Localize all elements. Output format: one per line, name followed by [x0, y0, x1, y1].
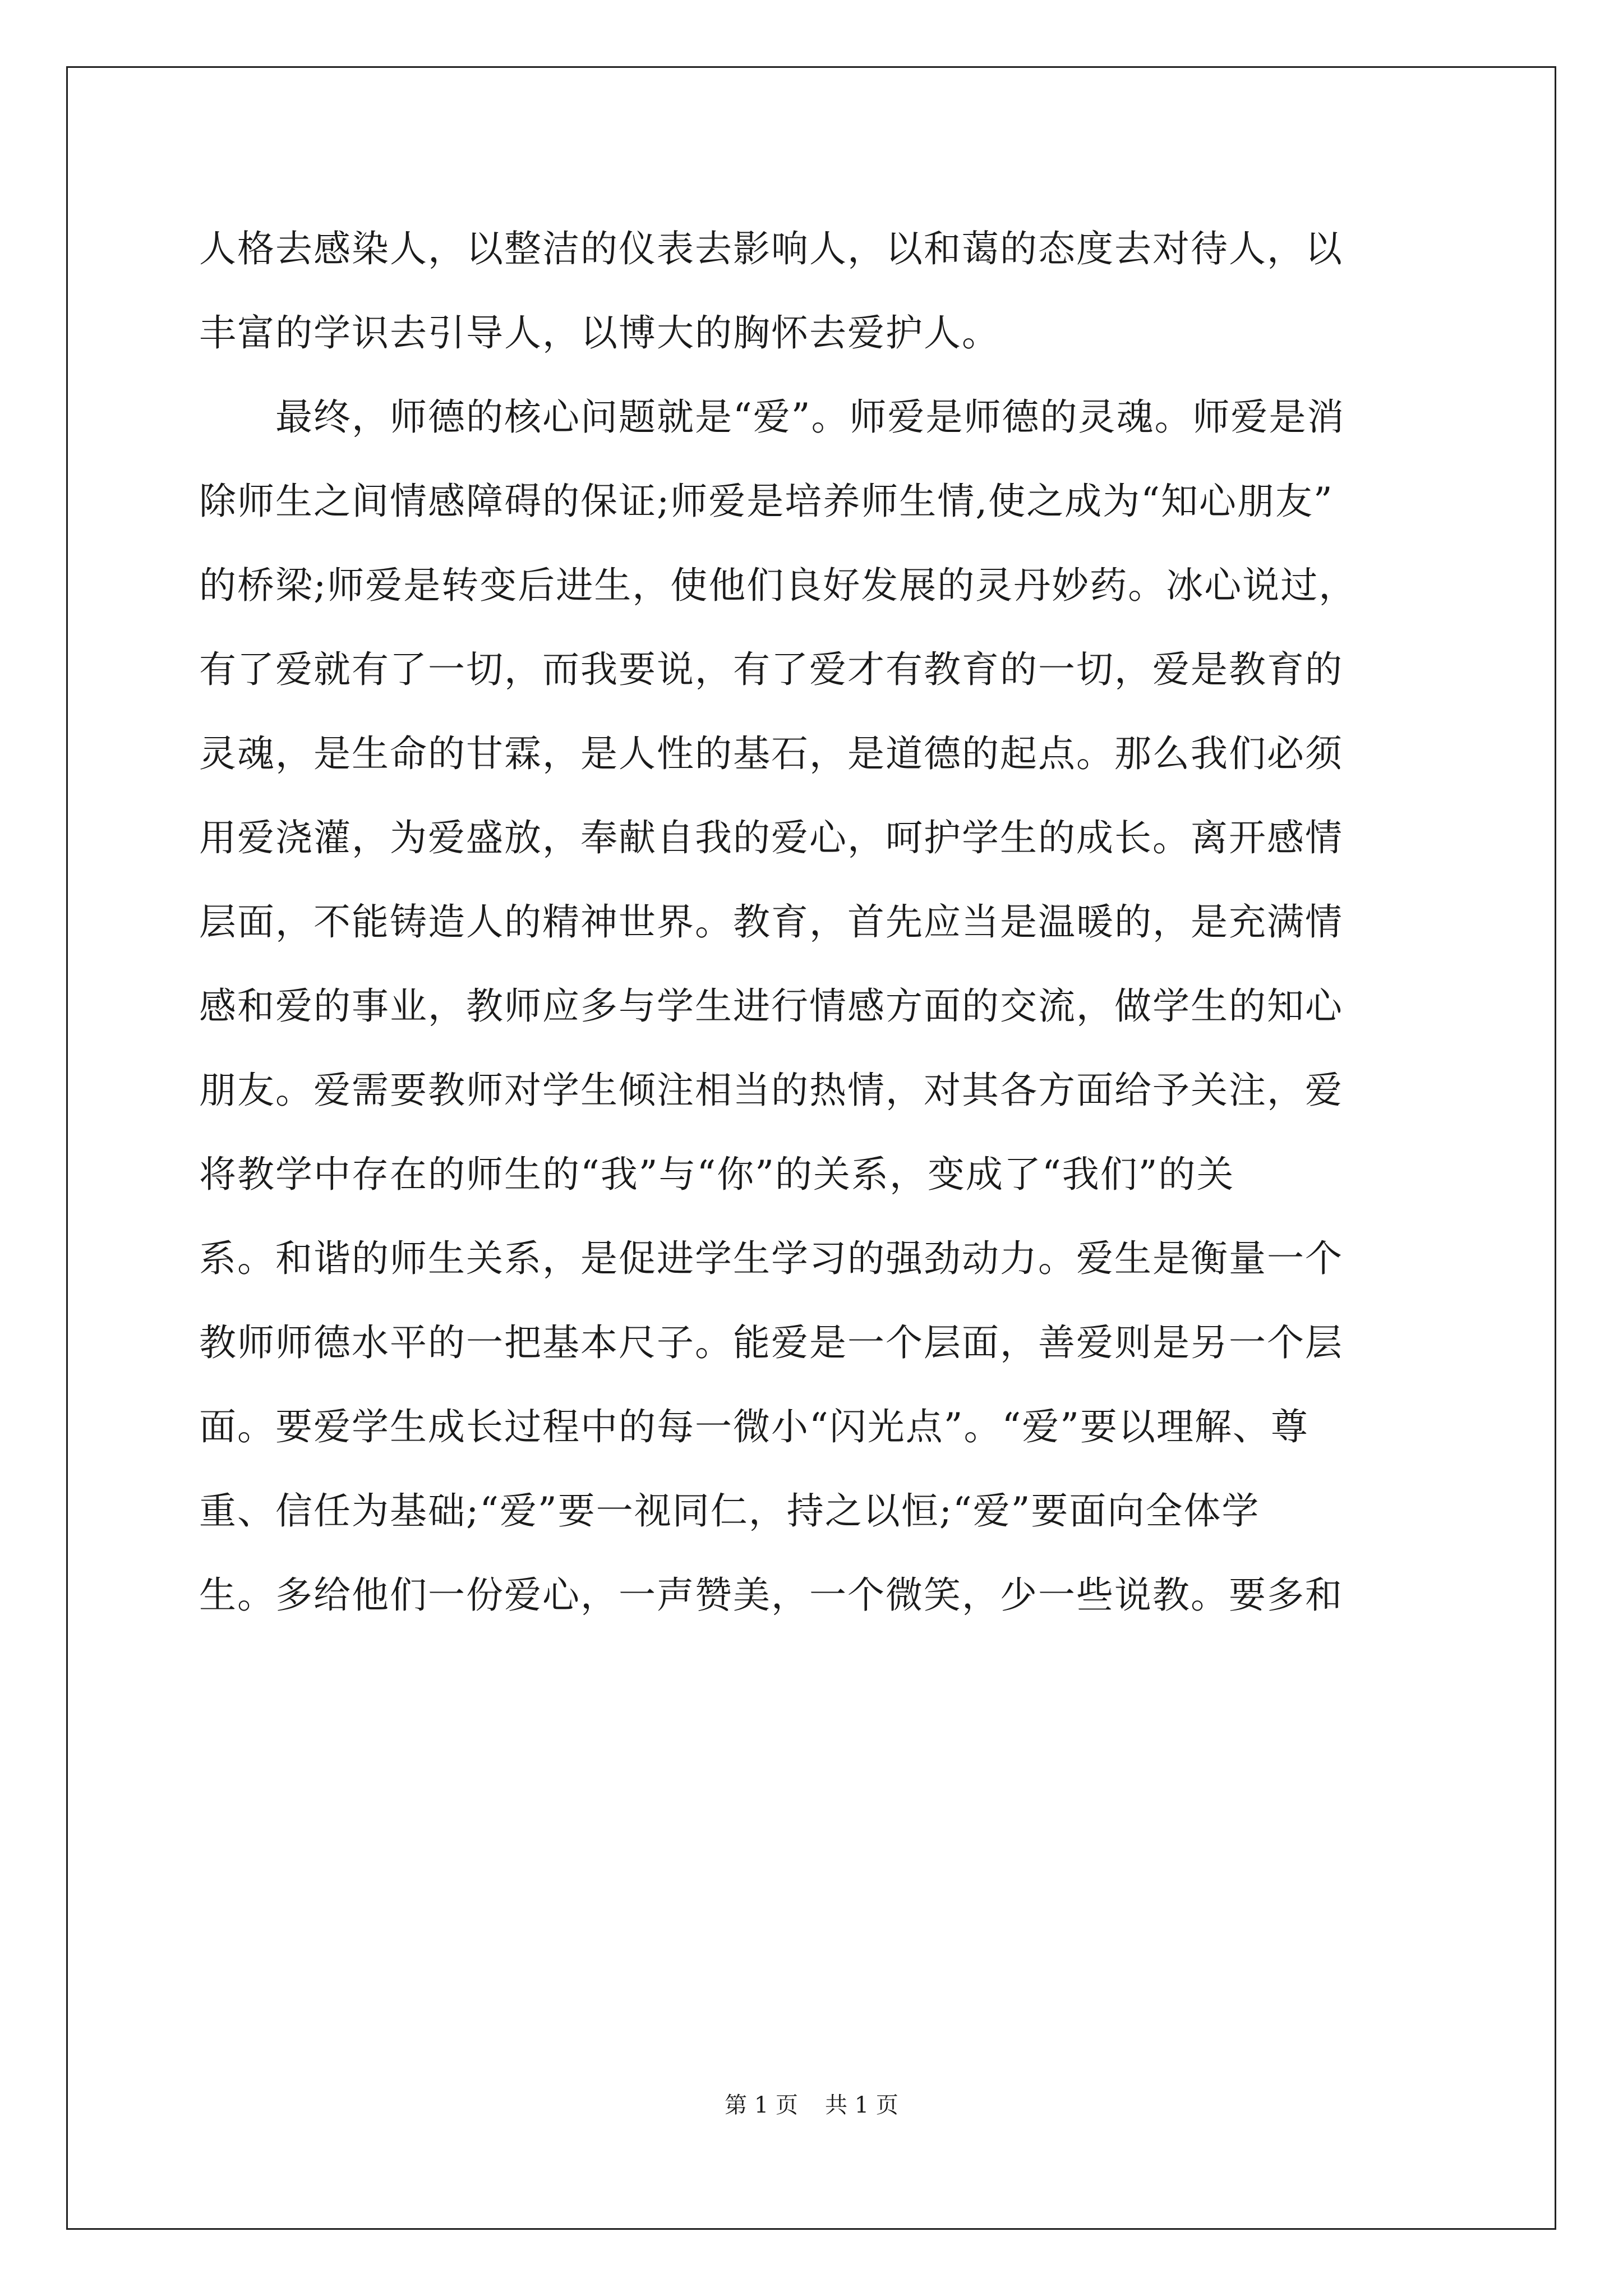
page-number: 第 1 页: [725, 2092, 798, 2118]
text-line: 教师师德水平的一把基本尺子。能爱是一个层面，善爱则是另一个层: [199, 1321, 1343, 1364]
text-line: 面。要爱学生成长过程中的每一微小“闪光点”。“爱”要以理解、尊: [199, 1405, 1309, 1448]
text-line: 丰富的学识去引导人，以博大的胸怀去爱护人。: [199, 311, 1000, 355]
text-line: 系。和谐的师生关系，是促进学生学习的强劲动力。爱生是衡量一个: [199, 1237, 1343, 1280]
text-line: 用爱浇灌，为爱盛放，奉献自我的爱心，呵护学生的成长。离开感情: [199, 816, 1343, 859]
text-line: 重、信任为基础;“爱”要一视同仁，持之以恒;“爱”要面向全体学: [199, 1489, 1260, 1533]
text-line: 除师生之间情感障碍的保证;师爱是培养师生情,使之成为“知心朋友”: [199, 480, 1334, 523]
text-line: 感和爱的事业，教师应多与学生进行情感方面的交流，做学生的知心: [199, 984, 1343, 1028]
text-line: 层面，不能铸造人的精神世界。教育，首先应当是温暖的，是充满情: [199, 900, 1343, 944]
text-line: 生。多给他们一份爱心，一声赞美，一个微笑，少一些说教。要多和: [199, 1573, 1343, 1617]
text-line: 的桥梁;师爱是转变后进生，使他们良好发展的灵丹妙药。冰心说过，: [199, 564, 1357, 607]
text-line: 有了爱就有了一切，而我要说，有了爱才有教育的一切，爱是教育的: [199, 648, 1343, 691]
text-line: 人格去感染人，以整洁的仪表去影响人，以和蔼的态度去对待人，以: [199, 227, 1343, 270]
page-border: [66, 66, 1556, 2230]
text-line: 将教学中存在的师生的“我”与“你”的关系，变成了“我们”的关: [199, 1153, 1235, 1196]
text-line: 朋友。爱需要教师对学生倾注相当的热情，对其各方面给予关注，爱: [199, 1069, 1343, 1112]
page-footer: [0, 2091, 1623, 2119]
text-line: 灵魂，是生命的甘霖，是人性的基石，是道德的起点。那么我们必须: [199, 732, 1343, 775]
page-total: 共 1 页: [825, 2092, 898, 2118]
text-line: 最终，师德的核心问题就是“爱”。师爱是师德的灵魂。师爱是消: [199, 395, 1345, 439]
